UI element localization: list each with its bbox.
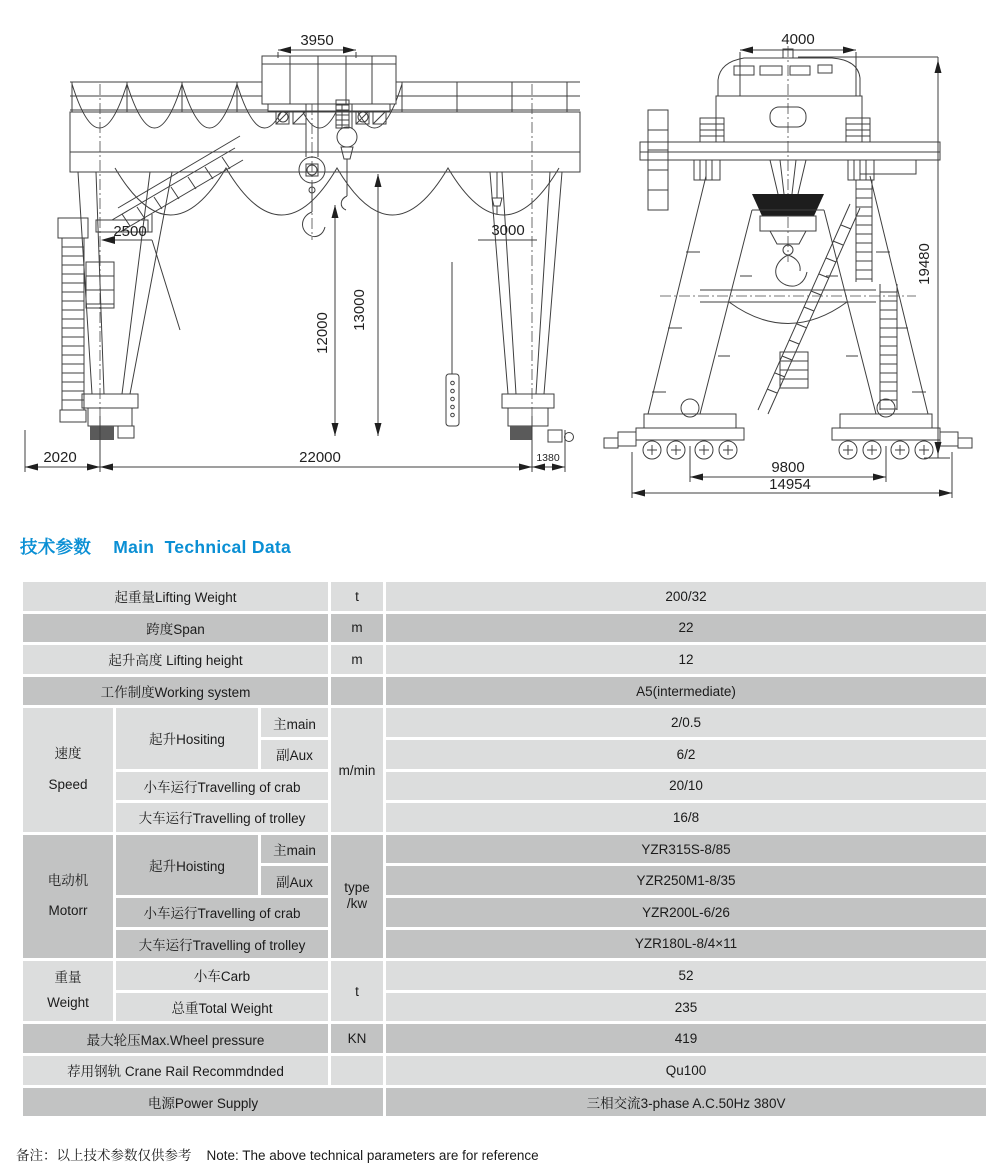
table-row [23, 614, 986, 643]
dim-right-overhang [478, 222, 537, 240]
dim-under-girder [351, 174, 382, 436]
table-row [23, 708, 986, 737]
dim-overall-height [798, 57, 950, 458]
technical-drawings [0, 0, 1000, 525]
side-staircase [758, 204, 860, 414]
wheel-pressure-value: 419 [386, 1024, 986, 1053]
spec-unit [331, 677, 383, 706]
wheel-bogies [604, 399, 972, 459]
spec-unit: t [331, 582, 383, 611]
motor-hoisting-label: 起升Hoisting [116, 835, 258, 895]
dim-label-3950: 3950 [300, 32, 334, 49]
spec-label: 起重量Lifting Weight [23, 582, 328, 611]
speed-trolley-label: 大车运行Travelling of trolley [116, 803, 328, 832]
trolley-front [262, 56, 396, 128]
power-supply-value: 三相交流3-phase A.C.50Hz 380V [386, 1088, 986, 1117]
motor-group-label [23, 835, 113, 958]
table-row [23, 803, 986, 832]
motor-main-label: 主main [261, 835, 328, 864]
table-row [23, 645, 986, 674]
dim-bottom-row [25, 416, 565, 472]
footer-note: 备注：以上技术参数仅供参考 Note: The above technical parameters are for reference [16, 1148, 539, 1163]
motor-trolley-value: YZR180L-8/4×11 [386, 930, 986, 959]
motor-group-en: Motorr [48, 903, 88, 919]
table-row [23, 1088, 986, 1117]
wheel-pressure-unit: KN [331, 1024, 383, 1053]
dim-label-1380: 1380 [536, 452, 560, 464]
table-row [23, 930, 986, 959]
power-supply-label: 电源Power Supply [23, 1088, 383, 1117]
spec-value: A5(intermediate) [386, 677, 986, 706]
weight-unit: t [331, 961, 383, 1021]
front-elevation-drawing [25, 32, 580, 472]
weight-total-value: 235 [386, 993, 986, 1022]
speed-unit: m/min [331, 708, 383, 831]
spec-value: 12 [386, 645, 986, 674]
motor-aux-value: YZR250M1-8/35 [386, 866, 986, 895]
weight-total-label: 总重Total Weight [116, 993, 328, 1022]
access-stairs [86, 136, 243, 308]
cage-ladder [58, 218, 88, 422]
spec-label: 跨度Span [23, 614, 328, 643]
table-row [23, 835, 986, 864]
section-title [20, 534, 291, 559]
speed-group-en: Speed [48, 777, 88, 793]
dim-label-12000: 12000 [314, 312, 331, 354]
spec-unit: m [331, 614, 383, 643]
table-row [23, 677, 986, 706]
dim-label-13000: 13000 [351, 289, 368, 331]
motor-main-value: YZR315S-8/85 [386, 835, 986, 864]
table-row [23, 1024, 986, 1053]
speed-crab-label: 小车运行Travelling of crab [116, 772, 328, 801]
dim-trolley-width [278, 32, 356, 58]
speed-hoisting-label: 起升Hositing [116, 708, 258, 768]
technical-data-table [20, 579, 989, 1119]
table-row [23, 898, 986, 927]
speed-crab-value: 20/10 [386, 772, 986, 801]
weight-crab-label: 小车Carb [116, 961, 328, 990]
limit-switch-strip [446, 262, 459, 426]
crane-rail-value: Qu100 [386, 1056, 986, 1085]
festoon-drop [492, 172, 502, 214]
table-row [23, 772, 986, 801]
dim-label-19480: 19480 [916, 243, 933, 285]
motor-crab-value: YZR200L-6/26 [386, 898, 986, 927]
dim-label-4000: 4000 [781, 31, 815, 48]
crane-rail-unit [331, 1056, 383, 1085]
side-ladders [856, 180, 897, 410]
side-elevation-drawing [604, 31, 972, 498]
dim-label-3000: 3000 [491, 222, 525, 239]
motor-unit-line1: type [344, 879, 370, 895]
speed-main-value: 2/0.5 [386, 708, 986, 737]
motor-crab-label: 小车运行Travelling of crab [116, 898, 328, 927]
dim-label-14954: 14954 [769, 476, 811, 493]
weight-crab-value: 52 [386, 961, 986, 990]
table-row [23, 993, 986, 1022]
dim-label-9800: 9800 [771, 459, 805, 476]
dim-lifting-height [314, 205, 339, 436]
weight-group-label [23, 961, 113, 1021]
motor-trolley-label: 大车运行Travelling of trolley [116, 930, 328, 959]
table-row [23, 961, 986, 990]
dim-label-2500: 2500 [113, 223, 147, 240]
motor-aux-label: 副Aux [261, 866, 328, 895]
crane-rail-label: 荐用钢轨 Crane Rail Recommdnded [23, 1056, 328, 1085]
section-title-en: Main Technical Data [113, 537, 292, 557]
dim-label-2020: 2020 [43, 449, 77, 466]
table-row [23, 1056, 986, 1085]
section-title-zh: 技术参数 [20, 537, 92, 557]
speed-group-zh: 速度 [54, 746, 82, 762]
wheel-pressure-label: 最大轮压Max.Wheel pressure [23, 1024, 328, 1053]
dim-trolley-gauge [740, 31, 856, 96]
weight-group-en: Weight [47, 995, 89, 1011]
dim-label-22000: 22000 [299, 449, 341, 466]
speed-aux-value: 6/2 [386, 740, 986, 769]
spec-label: 起升高度 Lifting height [23, 645, 328, 674]
speed-aux-label: 副Aux [261, 740, 328, 769]
speed-trolley-value: 16/8 [386, 803, 986, 832]
motor-unit-line2: /kw [346, 896, 368, 912]
motor-unit [331, 835, 383, 958]
spec-value: 22 [386, 614, 986, 643]
motor-group-zh: 电动机 [47, 872, 89, 888]
spec-unit: m [331, 645, 383, 674]
speed-group-label [23, 708, 113, 831]
table-row [23, 582, 986, 611]
spec-value: 200/32 [386, 582, 986, 611]
weight-group-zh: 重量 [54, 970, 82, 986]
speed-main-label: 主main [261, 708, 328, 737]
spec-label: 工作制度Working system [23, 677, 328, 706]
